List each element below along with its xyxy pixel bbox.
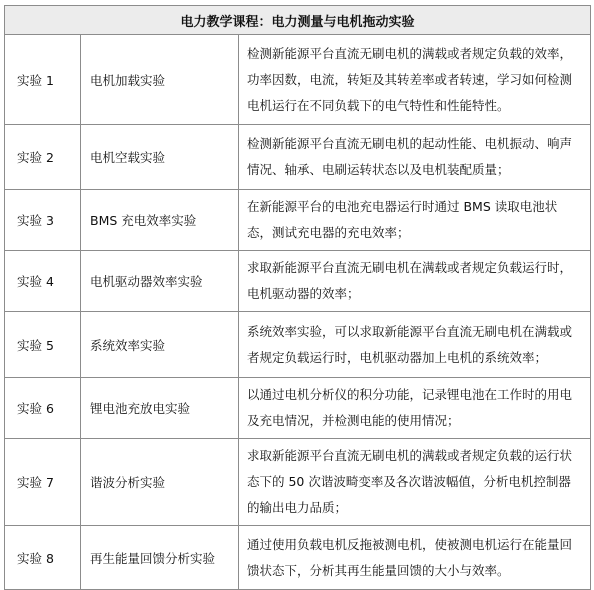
experiment-description: 求取新能源平台直流无刷电机的满载或者规定负载的运行状态下的 50 次谐波畸变率及各次谐波幅值，分析电机控制器的输出电力品质； [239,439,591,526]
table-row [5,439,591,526]
table-row [5,312,591,378]
table-row [5,35,591,125]
experiment-number: 实验 3 [5,190,81,251]
experiment-name: BMS 充电效率实验 [81,190,239,251]
experiment-name: 系统效率实验 [81,312,239,378]
experiment-name: 电机空载实验 [81,125,239,190]
experiment-number: 实验 7 [5,439,81,526]
table-row [5,378,591,439]
experiment-number: 实验 2 [5,125,81,190]
experiment-number: 实验 1 [5,35,81,125]
experiment-description: 系统效率实验，可以求取新能源平台直流无刷电机在满载或者规定负载运行时，电机驱动器加上电机的系统效率； [239,312,591,378]
table-title-row [5,6,591,35]
experiment-name: 谐波分析实验 [81,439,239,526]
table-row [5,251,591,312]
table-title: 电力教学课程：电力测量与电机拖动实验 [5,6,591,35]
experiment-number: 实验 4 [5,251,81,312]
experiment-description: 以通过电机分析仪的积分功能，记录锂电池在工作时的用电及充电情况，并检测电能的使用情况； [239,378,591,439]
experiment-name: 电机驱动器效率实验 [81,251,239,312]
table-row [5,125,591,190]
table-row [5,190,591,251]
experiment-description: 求取新能源平台直流无刷电机在满载或者规定负载运行时，电机驱动器的效率； [239,251,591,312]
experiment-description: 检测新能源平台直流无刷电机的起动性能、电机振动、响声情况、轴承、电刷运转状态以及电机装配质量； [239,125,591,190]
experiment-number: 实验 5 [5,312,81,378]
experiment-name: 再生能量回馈分析实验 [81,526,239,590]
experiment-description: 在新能源平台的电池充电器运行时通过 BMS 读取电池状态，测试充电器的充电效率； [239,190,591,251]
experiment-description: 检测新能源平台直流无刷电机的满载或者规定负载的效率，功率因数，电流，转矩及其转差率或者转速，学习如何检测电机运行在不同负载下的电气特性和性能特性。 [239,35,591,125]
experiment-description: 通过使用负载电机反拖被测电机，使被测电机运行在能量回馈状态下，分析其再生能量回馈的大小与效率。 [239,526,591,590]
course-table-container [4,5,590,590]
table-row [5,526,591,590]
experiment-table [4,5,591,590]
experiment-name: 锂电池充放电实验 [81,378,239,439]
experiment-number: 实验 6 [5,378,81,439]
experiment-number: 实验 8 [5,526,81,590]
experiment-name: 电机加载实验 [81,35,239,125]
